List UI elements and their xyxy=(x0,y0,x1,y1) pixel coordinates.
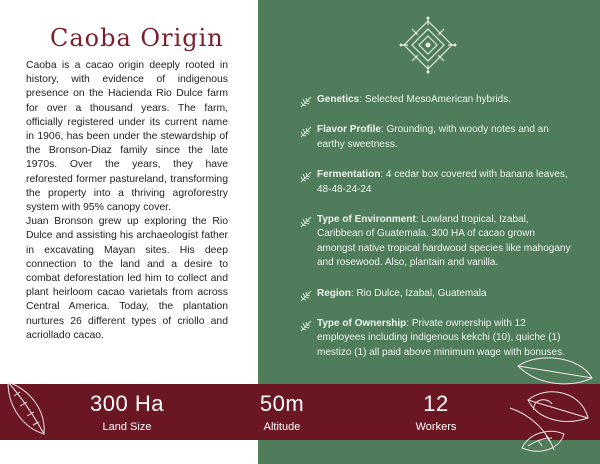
detail-environment: Type of Environment: Lowland tropical, Izabal, Caribbean of Guatemala. 300 HA of cacao grown amongst native tropical hardwood species like mahogany and rosewood. Also, plantain and vanilla. xyxy=(300,213,572,271)
stat-value: 300 Ha xyxy=(90,391,164,416)
stat-land-size xyxy=(72,392,182,434)
stat-label: Land Size xyxy=(102,421,152,433)
detail-label: Genetics xyxy=(317,94,360,105)
detail-value: Selected MesoAmerican hybrids. xyxy=(364,94,511,105)
detail-value: Rio Dulce, Izabal, Guatemala xyxy=(356,287,487,299)
sprout-icon xyxy=(300,126,312,138)
intro-paragraph-1: Caoba is a cacao origin deeply rooted in history, with evidence of indigenous presence on the Hacienda Rio Dulce farm for over a thousand years. The farm, officially registered under its current name in 1906, has been under the stewardship of the Bronson-Diaz family since the late 1970s. Over the years, they have reforested former pastureland, transforming the property into a thriving agroforestry system with 95% canopy cover. xyxy=(26,60,228,214)
detail-label: Type of Ownership xyxy=(317,318,407,330)
detail-ownership: Type of Ownership: Private ownership with 12 employees including indigenous kekchi (10), quiche (1) mestizo (1) all paid above minimum wage with bonuses. xyxy=(300,317,572,360)
detail-flavor-profile: Flavor Profile: Grounding, with woody notes and an earthy sweetness. xyxy=(300,123,572,152)
details-list xyxy=(300,93,572,376)
intro-paragraph-2: Juan Bronson grew up exploring the Rio Dulce and assisting his archaeologist father in excavating Mayan sites. His deep connection to the land and a desire to combat deforestation led him to collect and plant heirloom cacao varietals from across Central America. Today, the plantation nurtures 26 different types of criollo and acriollado cacao. xyxy=(26,216,228,341)
detail-genetics: Genetics: Selected MesoAmerican hybrids. xyxy=(300,93,572,107)
stat-altitude xyxy=(232,392,332,434)
stat-label: Workers xyxy=(415,421,457,433)
detail-value: 4 cedar box covered with banana leaves, 48-48-24-24 xyxy=(317,169,568,195)
stat-workers xyxy=(386,392,486,434)
intro-text xyxy=(26,59,228,343)
sprout-icon xyxy=(300,216,312,228)
stat-value: 50m xyxy=(259,391,305,416)
detail-value: Private ownership with 12 employees including indigenous kekchi (10), quiche (1) mestizo (1) all paid above minimum wage with bonuses. xyxy=(317,318,565,358)
sprout-icon xyxy=(300,290,312,302)
cacao-pod-illustration xyxy=(0,372,60,442)
cacao-pod-illustration xyxy=(498,348,598,458)
detail-value: Grounding, with woody notes and an earthy sweetness. xyxy=(317,124,549,150)
stat-label: Altitude xyxy=(263,421,301,433)
page-title: Caoba Origin xyxy=(50,24,224,52)
sprout-icon xyxy=(300,171,312,183)
sprout-icon xyxy=(300,96,312,108)
detail-region: Region: Rio Dulce, Izabal, Guatemala xyxy=(300,287,572,301)
stat-value: 12 xyxy=(423,391,449,416)
sprout-icon xyxy=(300,320,312,332)
geometric-mandala-icon xyxy=(398,15,458,75)
detail-label: Flavor Profile xyxy=(317,124,381,136)
detail-label: Type of Environment xyxy=(317,214,416,226)
detail-label: Fermentation xyxy=(317,169,381,181)
detail-label: Region xyxy=(317,287,351,299)
detail-value: Lowland tropical, Izabal, Caribbean of Guatemala. 300 HA of cacao grown amongst native tropical hardwood species like mahogany and rosewood. Also, plantain and vanilla. xyxy=(317,214,571,269)
detail-fermentation: Fermentation: 4 cedar box covered with banana leaves, 48-48-24-24 xyxy=(300,168,572,197)
